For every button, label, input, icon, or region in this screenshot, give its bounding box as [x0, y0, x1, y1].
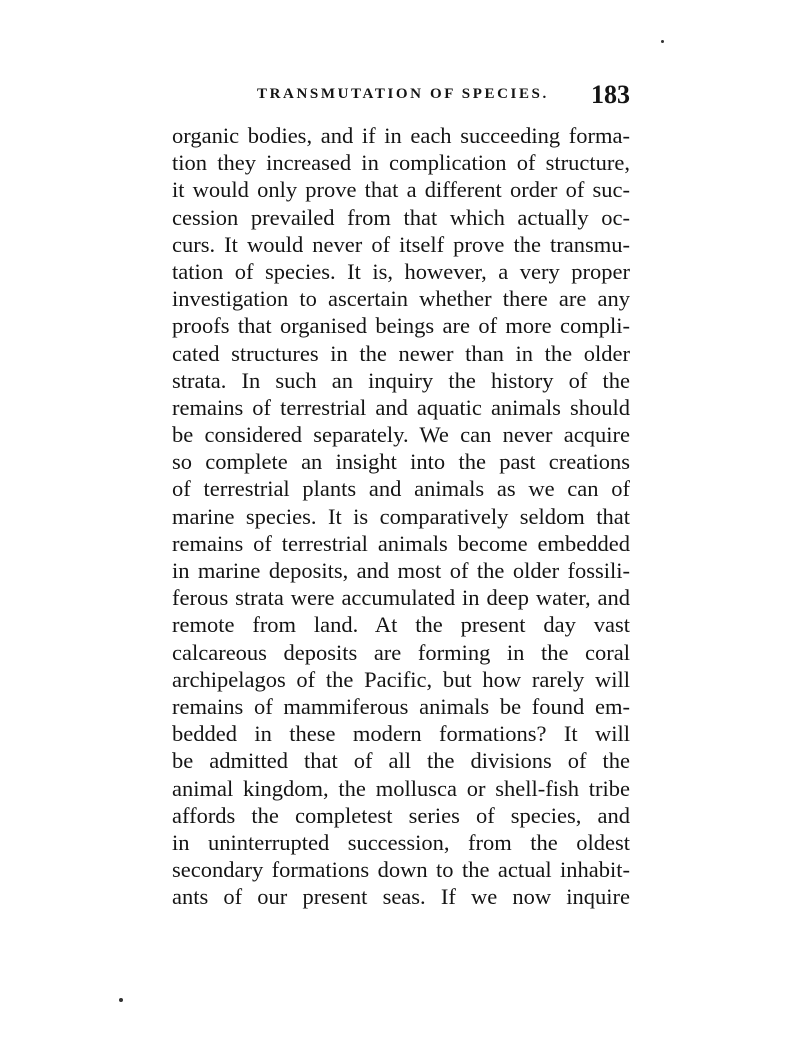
text-line: cated structures in the newer than in the older — [172, 340, 630, 366]
text-line: secondary formations down to the actual inhabit- — [172, 857, 630, 883]
text-line: tation of species. It is, however, a very proper — [172, 258, 630, 284]
text-line: archipelagos of the Pacific, but how rarely will — [172, 666, 630, 692]
text-line: of terrestrial plants and animals as we can of — [172, 476, 630, 502]
text-line: investigation to ascertain whether there are any — [172, 286, 630, 312]
text-line: bedded in these modern formations? It will — [172, 721, 630, 747]
text-line: organic bodies, and if in each succeeding forma- — [172, 123, 630, 148]
text-line: ferous strata were accumulated in deep water, and — [172, 585, 630, 611]
text-line: calcareous deposits are forming in the coral — [172, 639, 630, 665]
text-line: animal kingdom, the mollusca or shell-fish tribe — [172, 775, 630, 801]
text-line: affords the completest series of species, and — [172, 802, 630, 828]
text-line: remains of mammiferous animals be found em- — [172, 693, 630, 719]
text-line: cession prevailed from that which actually oc- — [172, 204, 630, 230]
text-line: marine species. It is comparatively seldom that — [172, 503, 630, 529]
text-line: curs. It would never of itself prove the transmu- — [172, 231, 630, 257]
text-line: be considered separately. We can never acquire — [172, 422, 630, 448]
running-header — [172, 78, 630, 118]
text-line: in marine deposits, and most of the older fossili- — [172, 558, 630, 583]
text-line: tion they increased in complication of structure, — [172, 150, 630, 176]
text-line: remains of terrestrial and aquatic animals should — [172, 394, 630, 420]
page-number: 183 — [591, 80, 630, 109]
ink-speck — [661, 40, 664, 43]
text-line: remains of terrestrial animals become embedded — [172, 530, 630, 556]
text-line: in uninterrupted succession, from the oldest — [172, 829, 630, 855]
ink-speck — [119, 998, 123, 1002]
text-line: strata. In such an inquiry the history of the — [172, 367, 630, 393]
text-line: proofs that organised beings are of more compli- — [172, 313, 630, 339]
text-line: ants of our present seas. If we now inquire — [172, 884, 630, 910]
text-line: so complete an insight into the past creations — [172, 449, 630, 475]
text-line: be admitted that of all the divisions of the — [172, 748, 630, 774]
body-text — [172, 122, 630, 910]
text-line: it would only prove that a different order of suc- — [172, 177, 630, 203]
running-title: TRANSMUTATION OF SPECIES. — [257, 86, 549, 102]
text-line: remote from land. At the present day vast — [172, 612, 630, 638]
